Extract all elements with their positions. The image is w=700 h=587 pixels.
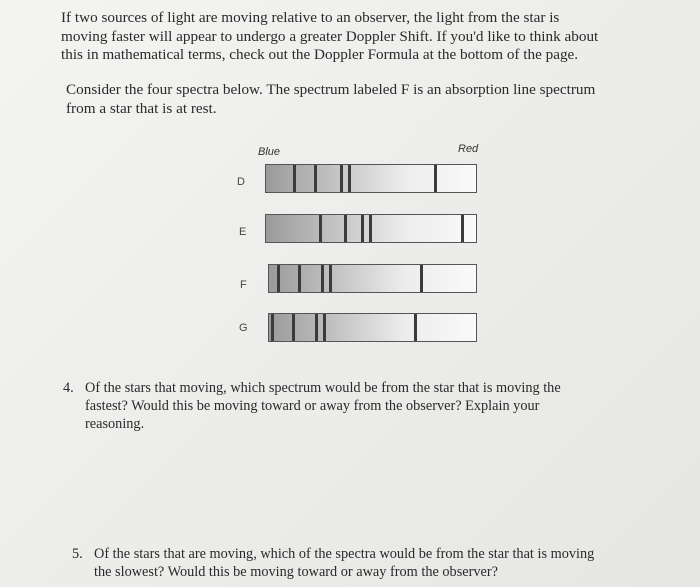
spectrum-f	[268, 264, 477, 293]
question-line: fastest? Would this be moving toward or away from the observer? Explain your	[85, 398, 540, 415]
spectrum-label-g: G	[239, 322, 248, 334]
spectrum-label-f: F	[240, 279, 247, 291]
absorption-line	[271, 314, 274, 341]
absorption-line	[319, 215, 322, 242]
spectrum-label-d: D	[237, 176, 245, 188]
intro-line: moving faster will appear to undergo a greater Doppler Shift. If you'd like to think about	[61, 27, 599, 45]
intro-line: If two sources of light are moving relative to an observer, the light from the star is	[61, 9, 560, 26]
intro-line: this in mathematical terms, check out the Doppler Formula at the bottom of the page.	[61, 46, 579, 63]
spectrum-g	[268, 313, 477, 342]
absorption-line	[277, 265, 280, 292]
red-label: Red	[458, 143, 479, 155]
absorption-line	[414, 314, 417, 341]
absorption-line	[420, 265, 423, 292]
spectrum-e	[265, 214, 477, 243]
spectrum-d	[265, 164, 477, 193]
question-number: 4.	[63, 380, 74, 396]
question-line: the slowest? Would this be moving toward or away from the observer?	[94, 564, 498, 581]
absorption-line	[292, 314, 295, 341]
absorption-line	[315, 314, 318, 341]
consider-paragraph	[66, 81, 595, 118]
absorption-line	[329, 265, 332, 292]
consider-line: Consider the four spectra below. The spectrum labeled F is an absorption line spectrum	[66, 81, 596, 98]
question-line: Of the stars that moving, which spectrum would be from the star that is moving the	[85, 380, 561, 396]
question-line: reasoning.	[85, 416, 145, 433]
spectrum-label-e: E	[239, 226, 247, 238]
consider-line: from a star that is at rest.	[66, 99, 217, 117]
blue-label: Blue	[258, 146, 281, 158]
absorption-line	[340, 165, 343, 192]
intro-paragraph	[61, 9, 598, 65]
absorption-line	[461, 215, 464, 242]
question-5	[72, 545, 595, 581]
absorption-line	[321, 265, 324, 292]
question-4	[63, 379, 561, 434]
absorption-line	[369, 215, 372, 242]
question-number: 5.	[72, 546, 83, 562]
absorption-line	[314, 165, 317, 192]
absorption-line	[293, 165, 296, 192]
question-line: Of the stars that are moving, which of the spectra would be from the star that is moving	[94, 546, 595, 562]
absorption-line	[298, 265, 301, 292]
absorption-line	[361, 215, 364, 242]
absorption-line	[348, 165, 351, 192]
absorption-line	[323, 314, 326, 341]
absorption-line	[344, 215, 347, 242]
absorption-line	[434, 165, 437, 192]
